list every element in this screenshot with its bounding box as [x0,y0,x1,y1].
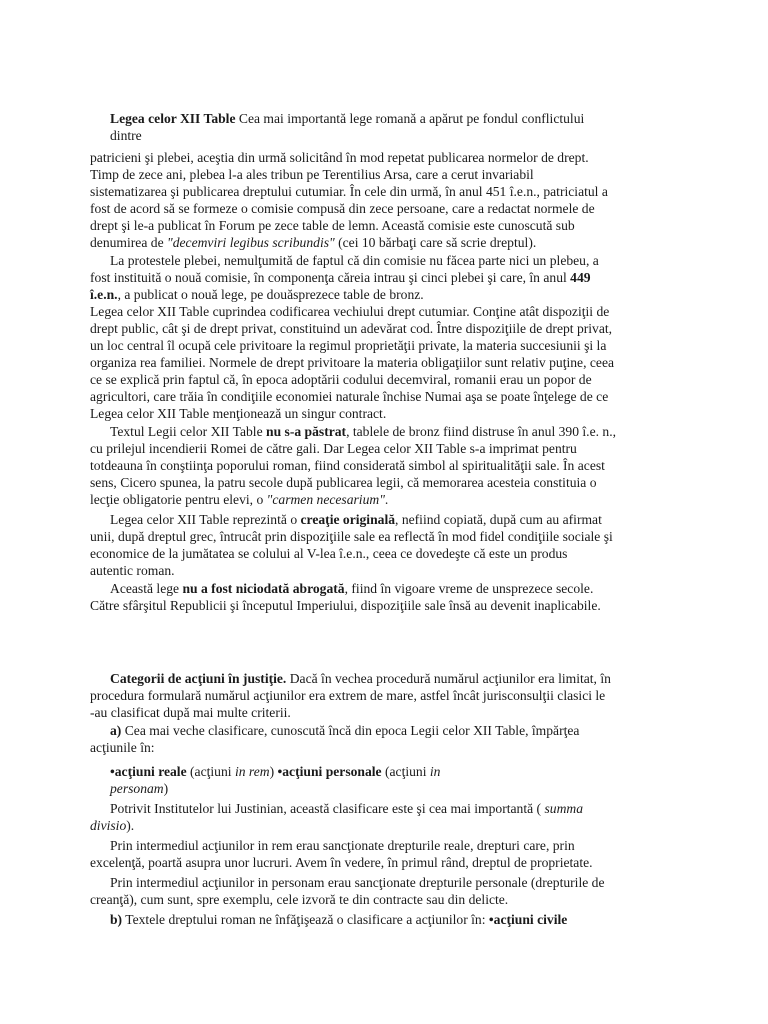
text-line [110,512,602,528]
text-run: fost de acord să se formeze o comisie compusă din zece persoane, care a redactat normele de [90,201,595,216]
text-run: Legea celor XII Table menţionează un singur contract. [90,406,387,421]
text-run: procedura formulară numărul acţiunilor era extrem de mare, astfel încât jurisconsulţii clasici le [90,688,606,703]
bold-text: •acţiuni civile [488,912,568,927]
text-line [110,912,567,928]
text-line [90,740,155,756]
text-run: creanţă), cum sunt, spre exemplu, cele izvoră te din contracte sau din delicte. [90,892,509,907]
italic-text: in [429,764,441,779]
text-line [90,705,291,721]
text-line [90,287,424,303]
italic-text: "decemviri legibus scribundis" [167,235,335,250]
bold-text: a) [110,723,122,738]
bold-text: î.e.n. [90,287,118,302]
text-run: Legea celor XII Table reprezintă o [110,512,301,527]
text-line [110,111,584,127]
text-run: . [384,492,389,507]
bold-text: b) [110,912,123,927]
bold-text: •acţiuni personale [277,764,382,779]
text-run: ) [163,781,169,796]
text-run: Legea celor XII Table cuprindea codificarea vechiului drept cutumiar. Conţine atât dispoziţii de [90,304,610,319]
bold-text: Categorii de acţiuni în justiţie. [110,671,287,686]
text-run: Cea mai veche clasificare, cunoscută încă din epoca Legii celor XII Table, împărţea [121,723,580,738]
text-run: ). [126,818,135,833]
text-line [90,389,608,405]
text-run: , nefiind copiată, după cum au afirmat [395,512,602,527]
text-line [90,818,134,834]
text-line [90,218,575,234]
text-run: (acţiuni [381,764,430,779]
text-run: dintre [110,128,142,143]
text-run: Către sfârşitul Republicii şi începutul Imperiului, dispoziţiile sale însă au devenit inaplicabile. [90,598,601,613]
text-line [110,671,611,687]
text-run: , tablele de bronz fiind distruse în anul 390 î.e. n., [346,424,617,439]
text-run: drept public, cât şi de drept privat, constituind un adevărat cod. Între dispoziţiile de drept privat, [90,321,613,336]
text-line [90,458,605,474]
text-line [110,128,142,144]
text-line [110,253,599,269]
text-run: sens, Cicero spunea, la patru secole după publicarea legii, că memorarea acesteia constituia o [90,475,597,490]
bold-text: nu s-a păstrat [266,424,347,439]
text-line [90,167,534,183]
text-line [90,855,593,871]
text-line [90,563,175,579]
bold-text: 449 [570,270,591,285]
text-line [90,492,388,508]
text-run: Textul Legii celor XII Table [110,424,267,439]
text-run: cu prilejul incendierii Romei de către gali. Dar Legea celor XII Table s-a imprimat pentru [90,441,577,456]
text-run: autentic roman. [90,563,175,578]
text-run: Textele dreptului roman ne înfăţişează o clasificare a acţiunilor în: [122,912,489,927]
bold-text: creaţie originală [300,512,396,527]
text-run: un loc central îl ocupă cele privitoare la regimul proprietăţii private, la materia succesiunii şi la [90,338,607,353]
text-run: -au clasificat după mai multe criterii. [90,705,291,720]
text-line [90,235,536,251]
text-run: lecţie obligatorie pentru elevi, o [90,492,267,507]
bold-text: nu a fost niciodată abrogată [182,581,345,596]
italic-text: summa [544,801,584,816]
text-run: unii, după dreptul grec, întrucât prin dispoziţiile sale ea reflectă în mod fidel condiţiile sociale şi [90,529,613,544]
text-run: Dacă în vechea procedură numărul acţiunilor era limitat, în [286,671,611,686]
text-run: (cei 10 bărbaţi care să scrie dreptul). [334,235,537,250]
text-line [110,764,440,780]
text-run: excelenţă, poartă asupra unor lucruri. Avem în vedere, în primul rând, dreptul de proprietate. [90,855,593,870]
text-run: Prin intermediul acţiunilor in personam erau sancţionate drepturile personale (drepturile de [110,875,605,890]
text-run: patricieni şi plebei, aceştia din urmă solicitând în mod repetat publicarea normelor de drept. [90,150,589,165]
text-run: economice de la jumătatea se colului al V-lea î.e.n., ceea ce dovedeşte că este un produs [90,546,568,561]
text-run: Prin intermediul acţiunilor in rem erau sancţionate drepturile reale, drepturi care, prin [110,838,575,853]
text-run: agricultori, care trăia în condiţiile economiei naturale închise Numai aşa se poate înţelege de ce [90,389,609,404]
text-run: organiza rea familiei. Normele de drept privitoare la materia obligaţiilor sunt relativ puţine, ceea [90,355,615,370]
text-run: , a publicat o nouă lege, pe douăsprezece table de bronz. [117,287,424,302]
text-line [110,424,616,440]
text-line [110,723,579,739]
text-run: La protestele plebei, nemulţumită de faptul că din comisie nu făcea parte nici un plebeu, a [110,253,599,268]
text-run: denumirea de [90,235,167,250]
text-line [110,838,575,854]
bold-text: Legea celor XII Table [110,111,236,126]
text-line [90,546,567,562]
text-line [90,184,608,200]
text-line [90,406,386,422]
text-line [90,355,614,371]
text-run: Această lege [110,581,183,596]
text-run: totdeauna în conştiinţa poporului roman, fiind considerată simbol al spiritualităţii sale. În acest [90,458,605,473]
text-line [90,150,589,166]
text-run: , fiind în vigoare vreme de unsprezece secole. [344,581,594,596]
text-line [90,270,591,286]
text-run: Timp de zece ani, plebea l-a ales tribun pe Terentilius Arsa, care a cerut invariabil [90,167,534,182]
text-run: ) [269,764,278,779]
text-line [90,338,606,354]
text-line [90,321,612,337]
text-run: (acţiuni [186,764,235,779]
bold-text: •acţiuni reale [110,764,187,779]
text-run: fost instituită o nouă comisie, în componenţa căreia intrau şi cinci plebei şi care, în anul [90,270,571,285]
text-run: ce se explică prin faptul că, în epoca adoptării codului decemviral, romanii erau un popor de [90,372,592,387]
text-line [90,529,613,545]
text-line [90,372,592,388]
text-line [110,875,605,891]
text-line [90,892,508,908]
italic-text: "carmen necesarium" [266,492,385,507]
text-run: drept şi le-a publicat în Forum pe zece table de lemn. Această comisie este cunoscută sub [90,218,575,233]
text-line [90,688,605,704]
text-run: sistematizarea şi publicarea dreptului cutumiar. În cele din urmă, în anul 451 î.e.n., patriciatul a [90,184,608,199]
text-line [90,201,595,217]
italic-text: personam [110,781,164,796]
text-line [90,441,577,457]
italic-text: divisio [90,818,127,833]
text-line [110,801,583,817]
text-line [110,581,593,597]
text-run: acţiunile în: [90,740,155,755]
text-line [90,598,601,614]
text-run: Cea mai importantă lege romană a apărut pe fondul conflictului [235,111,585,126]
text-run: Potrivit Institutelor lui Justinian, această clasificare este şi cea mai importantă ( [110,801,545,816]
text-line [110,781,168,797]
text-line [90,475,597,491]
italic-text: in rem [234,764,270,779]
text-line [90,304,609,320]
